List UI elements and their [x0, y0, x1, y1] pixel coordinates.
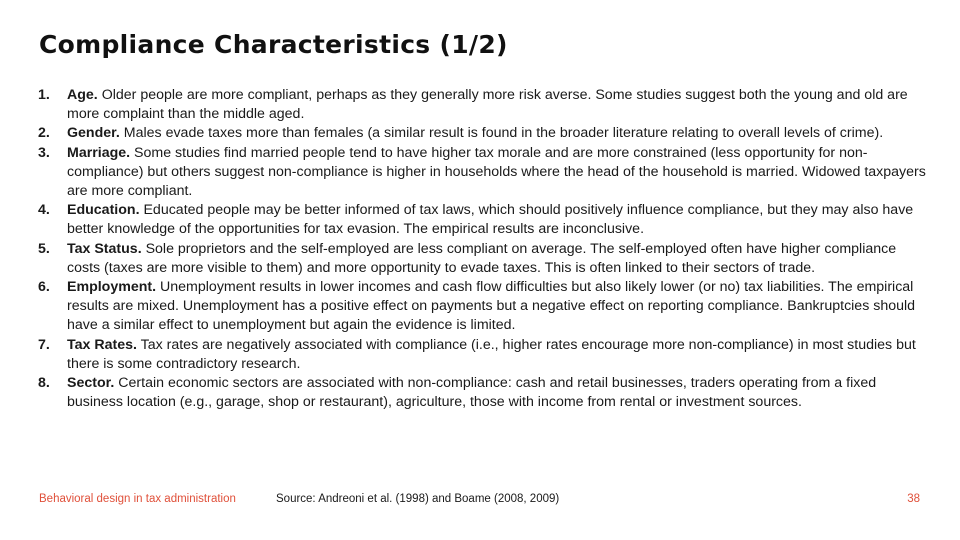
list-item: [38, 201, 928, 239]
list-item: [38, 124, 928, 143]
item-heading: Age.: [67, 87, 98, 103]
item-number: 1.: [38, 87, 50, 103]
item-text: Some studies find married people tend to have higher tax morale and are more constrained (less opportunity for non-compliance) but others suggest non-compliance is higher in households where the head of the household is married. Widowed taxpayers are more compliant.: [67, 144, 926, 200]
list-item: [38, 278, 928, 336]
item-text: Males evade taxes more than females (a similar result is found in the broader literature relating to overall levels of crime).: [119, 125, 884, 142]
item-text: Older people are more compliant, perhaps as they generally more risk averse. Some studies suggest both the young and old are more complaint than the middle aged.: [67, 87, 908, 123]
item-number: 2.: [38, 125, 50, 142]
item-heading: Sector.: [67, 375, 115, 392]
item-number: 3.: [38, 144, 50, 161]
item-text: Unemployment results in lower incomes and cash flow difficulties but also likely lower (or no) tax liabilities. The empirical results are mixed. Unemployment has a positive effect on payments but a negative effect on reporting compliance. Bankruptcies should have a similar effect to unemployment but again the evidence is limited.: [67, 279, 916, 334]
item-text: Sole proprietors and the self-employed are less compliant on average. The self-employed often have higher compliance costs (taxes are more visible to them) and more opportunity to evade taxes. This is often linked to their sectors of trade.: [67, 240, 897, 276]
item-text: Educated people may be better informed of tax laws, which should positively influence compliance, but they may also have better knowledge of the opportunities for tax evasion. The empirical results are inconclusive.: [67, 202, 914, 238]
item-heading: Education.: [67, 202, 140, 219]
item-heading: Marriage.: [67, 144, 131, 161]
item-number: 4.: [38, 202, 50, 219]
item-text: Certain economic sectors are associated with non-compliance: cash and retail businesses, traders operating from a fixed business location (e.g., garage, shop or restaurant), agriculture, those with income from rental or investment sources.: [67, 375, 877, 411]
item-heading: Gender.: [67, 125, 120, 142]
list-item: [38, 374, 928, 412]
item-number: 6.: [38, 279, 50, 296]
characteristics-list: [38, 86, 928, 412]
list-item: [38, 86, 928, 124]
item-heading: Tax Status.: [67, 240, 142, 257]
footer-course-name: Behavioral design in tax administration: [39, 493, 236, 505]
item-number: 5.: [38, 240, 50, 257]
list-item: [38, 144, 928, 202]
list-item: [38, 336, 928, 374]
item-heading: Employment.: [67, 279, 157, 296]
footer-source: Source: Andreoni et al. (1998) and Boame (2008, 2009): [276, 493, 560, 505]
slide-title: Compliance Characteristics (1/2): [39, 30, 508, 59]
list-item: [38, 240, 928, 278]
item-number: 8.: [38, 375, 50, 392]
item-number: 7.: [38, 336, 50, 353]
item-heading: Tax Rates.: [67, 336, 137, 353]
page-number: 38: [907, 493, 920, 505]
item-text: Tax rates are negatively associated with compliance (i.e., higher rates encourage more non-compliance) in most studies but there is some contradictory research.: [67, 336, 916, 372]
